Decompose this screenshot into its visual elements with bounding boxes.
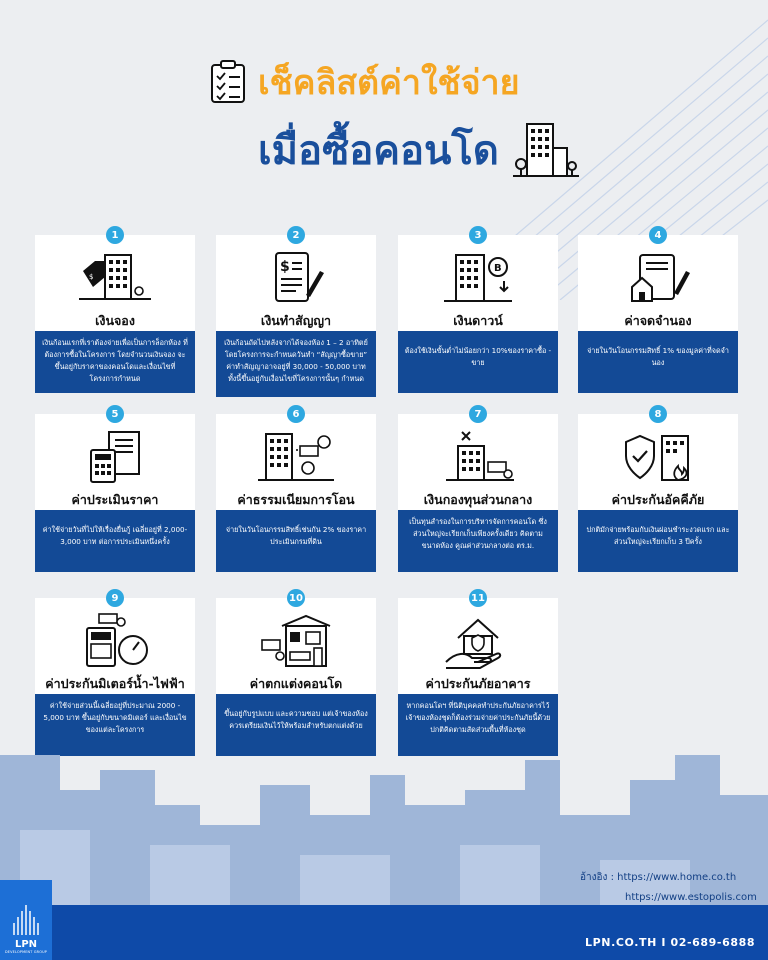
card-number: 1 [106,226,124,244]
card-decoration-cost [216,592,376,756]
card-transfer-fee [216,408,376,572]
card-title: ค่าจดจำนอง [624,313,692,328]
svg-text:B: B [494,263,502,274]
footer-bar [0,905,768,960]
title-line-1: เช็คลิสต์ค่าใช้จ่าย [258,63,520,103]
card-title: ค่าประกันมิเตอร์น้ำ-ไฟฟ้า [45,676,185,691]
building-coin-icon [438,249,518,307]
building-money-transfer-icon [256,428,336,486]
card-number: 7 [469,405,487,423]
card-mortgage-registration-fee [578,229,738,393]
card-description: ปกติมักจ่ายพร้อมกับเงินผ่อนชำระงวดแรก และส่วนใหญ่จะเรียกเก็บ 3 ปีครั้ง [578,510,738,572]
building-tools-money-icon [438,428,518,486]
card-title: เงินดาวน์ [453,313,503,328]
checklist-icon [210,60,246,104]
card-description: จ่ายในวันโอนกรรมสิทธิ์เช่นกัน 2% ของราคาประเมินกรมที่ดิน [216,510,376,572]
title-row-1 [210,56,520,108]
card-meter-deposit [35,592,195,756]
contact-info: LPN.CO.TH I 02-689-6888 [585,936,756,949]
card-number: 2 [287,226,305,244]
card-description: ค่าใช้จ่ายวันที่ไปให้เรื่องยื่นกู้ เฉลี่ยอยู่ที่ 2,000-3,000 บาท ต่อการประเมินหนึ่งครั้ง [35,510,195,572]
svg-text:$: $ [89,273,94,281]
condo-building-icon [513,120,579,180]
card-common-fund [398,408,558,572]
card-description: ต้องใช้เงินขั้นต่ำไม่น้อยกว่า 10%ของราคาซื้อ - ขาย [398,331,558,393]
card-number: 6 [287,405,305,423]
logo-subtext: DEVELOPMENT GROUP [4,950,48,954]
card-booking-fee [35,229,195,393]
hand-house-shield-icon [438,612,518,670]
shield-fire-building-icon [618,428,698,486]
card-description: เงินก้อนแรกที่เราต้องจ่ายเพื่อเป็นการล็อกห้อง ที่ต้องการซื้อในโครงการ โดยจำนวนเงินจอง จะขึ้นอยู่กับราคาของคอนโดและเงื่อนไขที่โครงการกำหนด [35,331,195,393]
title-line-2: เมื่อซื้อคอนโด [258,128,499,174]
card-number: 3 [469,226,487,244]
contract-sign-icon [256,249,336,307]
card-number: 11 [469,589,487,607]
svg-text:$: $ [280,259,290,275]
house-document-icon [618,249,698,307]
card-number: 4 [649,226,667,244]
card-description: เป็นทุนสำรองในการบริหารจัดการคอนโด ซึ่งส่วนใหญ่จะเรียกเก็บเพียงครั้งเดียว คิดตามขนาดห้อง คูณค่าส่วนกลางต่อ ตร.ม. [398,510,558,572]
card-title: ค่าธรรมเนียมการโอน [237,492,355,507]
furnished-room-icon [256,612,336,670]
card-number: 5 [106,405,124,423]
title-row-2 [258,120,579,180]
card-number: 10 [287,589,305,607]
card-fire-insurance [578,408,738,572]
calculator-document-icon [75,428,155,486]
card-down-payment [398,229,558,393]
card-contract-fee [216,229,376,393]
card-description: หากคอนโดฯ ที่นิติบุคคลทำประกันภัยอาคารไว้ เจ้าของห้องชุดก็ต้องร่วมจ่ายค่าประกันภัยนี้ด้วย ปกติคิดตามสัดส่วนพื้นที่ห้องชุด [398,694,558,756]
reference-text-2: https://www.estopolis.com [625,892,757,903]
logo-text: LPN [14,939,38,950]
lpn-logo-icon [11,903,41,937]
card-title: ค่าตกแต่งคอนโด [249,676,343,691]
lpn-logo [0,880,52,960]
card-title: เงินจอง [95,313,135,328]
meter-money-icon [75,612,155,670]
card-title: ค่าประกันภัยอาคาร [425,676,531,691]
card-appraisal-fee [35,408,195,572]
card-description: เงินก้อนถัดไปหลังจากได้จองห้อง 1 – 2 อาทิตย์ โดยโครงการจะกำหนดวันทำ “สัญญาซื้อขาย” ค่าทำสัญญาอาจอยู่ที่ 30,000 - 50,000 บาท ทั้งนี้ขึ้นอยู่กับเงื่อนไขที่โครงการนั้นๆ กำหนด [216,331,376,397]
card-description: จ่ายในวันโอนกรรมสิทธิ์ 1% ของมูลค่าที่จดจำนอง [578,331,738,393]
card-title: เงินกองทุนส่วนกลาง [423,492,533,507]
card-title: ค่าประเมินราคา [71,492,159,507]
card-title: เงินทำสัญญา [260,313,332,328]
card-title: ค่าประกันอัคคีภัย [611,492,705,507]
card-description: ขึ้นอยู่กับรูปแบบ และความชอบ แต่เจ้าของห้องควรเตรียมเงินไว้ให้พร้อมสำหรับตกแต่งด้วย [216,694,376,756]
building-price-tag-icon [75,249,155,307]
card-building-insurance [398,592,558,756]
reference-text: อ้างอิง : https://www.home.co.th [580,872,737,883]
card-number: 9 [106,589,124,607]
card-number: 8 [649,405,667,423]
card-description: ค่าใช้จ่ายส่วนนี้เฉลี่ยอยู่ที่ประมาณ 2000 - 5,000 บาท ขึ้นอยู่กับขนาดมิเตอร์ และเงื่อนไขของแต่ละโครงการ [35,694,195,756]
